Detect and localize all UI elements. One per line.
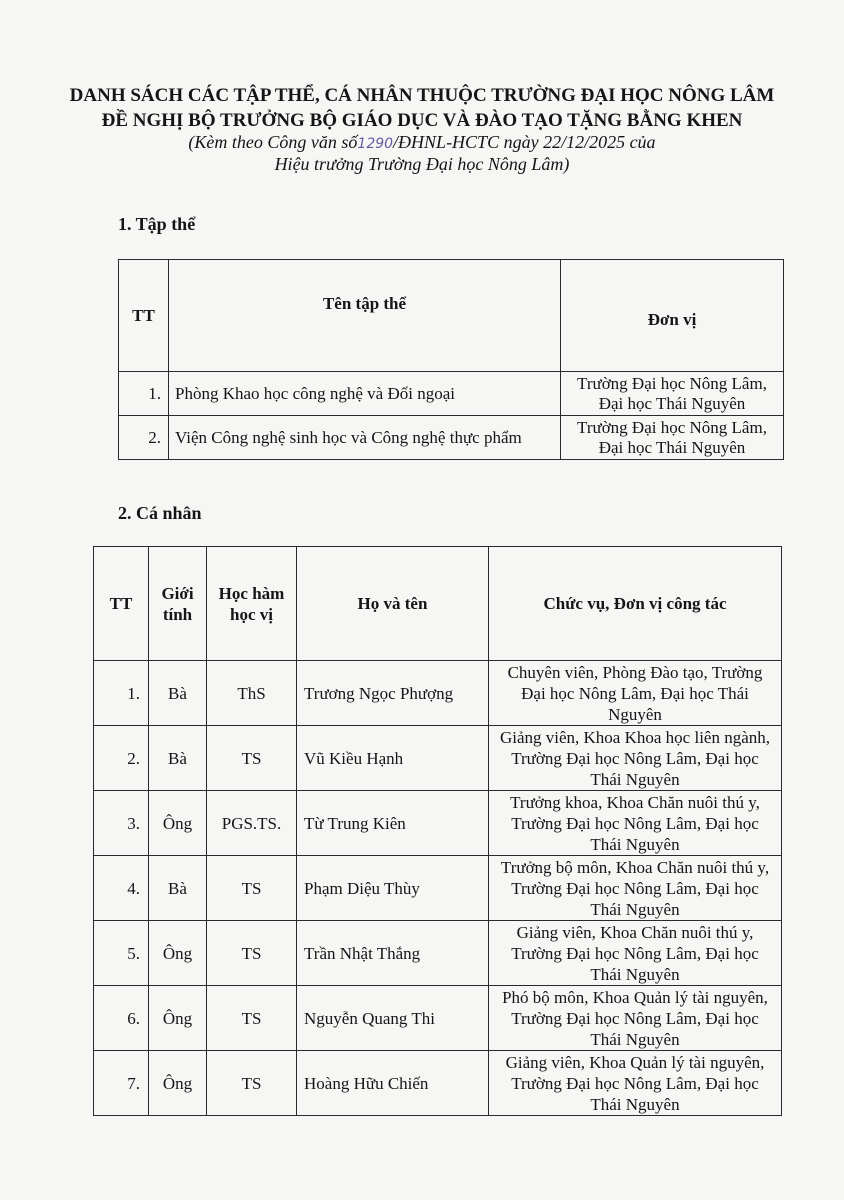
position-cell: Phó bộ môn, Khoa Quản lý tài nguyên, Trường Đại học Nông Lâm, Đại học Thái Nguyên	[489, 986, 782, 1051]
table-row	[94, 921, 782, 986]
row-number: 7.	[94, 1051, 149, 1116]
degree-cell: PGS.TS.	[207, 791, 297, 856]
handwritten-doc-number: 1290	[357, 136, 394, 152]
column-header-gender: Giới tính	[149, 547, 207, 661]
table-row	[119, 372, 784, 416]
document-signer-line: Hiệu trưởng Trường Đại học Nông Lâm)	[274, 154, 570, 174]
degree-cell: TS	[207, 856, 297, 921]
section-individual-title: 2. Cá nhân	[118, 503, 202, 523]
full-name-cell: Nguyễn Quang Thi	[297, 986, 489, 1051]
full-name-cell: Vũ Kiều Hạnh	[297, 726, 489, 791]
collective-name: Phòng Khao học công nghệ và Đối ngoại	[169, 372, 561, 416]
position-cell: Giảng viên, Khoa Quản lý tài nguyên, Trường Đại học Nông Lâm, Đại học Thái Nguyên	[489, 1051, 782, 1116]
degree-cell: TS	[207, 986, 297, 1051]
document-title-line-1: DANH SÁCH CÁC TẬP THỂ, CÁ NHÂN THUỘC TRƯỜNG ĐẠI HỌC NÔNG LÂM	[69, 85, 775, 106]
gender-cell: Bà	[149, 856, 207, 921]
collective-name: Viện Công nghệ sinh học và Công nghệ thực phẩm	[169, 416, 561, 460]
document-title-line-2: ĐỀ NGHỊ BỘ TRƯỞNG BỘ GIÁO DỤC VÀ ĐÀO TẠO TẶNG BẰNG KHEN	[101, 110, 743, 131]
row-number: 3.	[94, 791, 149, 856]
full-name-cell: Hoàng Hữu Chiến	[297, 1051, 489, 1116]
table-header-row	[119, 260, 784, 372]
reference-prefix: (Kèm theo Công văn số	[188, 132, 358, 152]
degree-cell: TS	[207, 726, 297, 791]
row-number: 5.	[94, 921, 149, 986]
degree-cell: TS	[207, 1051, 297, 1116]
full-name-cell: Trần Nhật Thắng	[297, 921, 489, 986]
gender-cell: Ông	[149, 791, 207, 856]
row-number: 1.	[94, 661, 149, 726]
table-header-row	[94, 547, 782, 661]
column-header-full-name: Họ và tên	[297, 547, 489, 661]
gender-cell: Bà	[149, 661, 207, 726]
column-header-degree: Học hàm học vị	[207, 547, 297, 661]
table-row	[94, 726, 782, 791]
degree-cell: ThS	[207, 661, 297, 726]
column-header-tt: TT	[119, 260, 169, 372]
column-header-tt: TT	[94, 547, 149, 661]
position-cell: Trưởng bộ môn, Khoa Chăn nuôi thú y, Trường Đại học Nông Lâm, Đại học Thái Nguyên	[489, 856, 782, 921]
full-name-cell: Phạm Diệu Thùy	[297, 856, 489, 921]
row-number: 1.	[119, 372, 169, 416]
row-number: 6.	[94, 986, 149, 1051]
gender-cell: Ông	[149, 986, 207, 1051]
table-row	[94, 1051, 782, 1116]
document-reference-line	[0, 131, 844, 155]
position-cell: Giảng viên, Khoa Khoa học liên ngành, Trường Đại học Nông Lâm, Đại học Thái Nguyên	[489, 726, 782, 791]
degree-cell: TS	[207, 921, 297, 986]
section-collective-title: 1. Tập thể	[118, 214, 196, 234]
gender-cell: Ông	[149, 1051, 207, 1116]
position-cell: Giảng viên, Khoa Chăn nuôi thú y, Trường Đại học Nông Lâm, Đại học Thái Nguyên	[489, 921, 782, 986]
position-cell: Chuyên viên, Phòng Đào tạo, Trường Đại học Nông Lâm, Đại học Thái Nguyên	[489, 661, 782, 726]
full-name-cell: Từ Trung Kiên	[297, 791, 489, 856]
table-row	[119, 416, 784, 460]
table-row	[94, 986, 782, 1051]
full-name-cell: Trương Ngọc Phượng	[297, 661, 489, 726]
row-number: 4.	[94, 856, 149, 921]
collective-unit: Trường Đại học Nông Lâm, Đại học Thái Nguyên	[561, 372, 784, 416]
gender-cell: Bà	[149, 726, 207, 791]
column-header-position: Chức vụ, Đơn vị công tác	[489, 547, 782, 661]
row-number: 2.	[119, 416, 169, 460]
collective-unit: Trường Đại học Nông Lâm, Đại học Thái Nguyên	[561, 416, 784, 460]
position-cell: Trưởng khoa, Khoa Chăn nuôi thú y, Trường Đại học Nông Lâm, Đại học Thái Nguyên	[489, 791, 782, 856]
collective-table	[118, 259, 784, 460]
gender-cell: Ông	[149, 921, 207, 986]
table-row	[94, 856, 782, 921]
table-row	[94, 661, 782, 726]
reference-suffix: /ĐHNL-HCTC ngày 22/12/2025 của	[393, 132, 656, 152]
table-row	[94, 791, 782, 856]
column-header-collective-name: Tên tập thể	[169, 260, 561, 372]
individual-table	[93, 546, 782, 1116]
row-number: 2.	[94, 726, 149, 791]
column-header-unit: Đơn vị	[561, 260, 784, 372]
